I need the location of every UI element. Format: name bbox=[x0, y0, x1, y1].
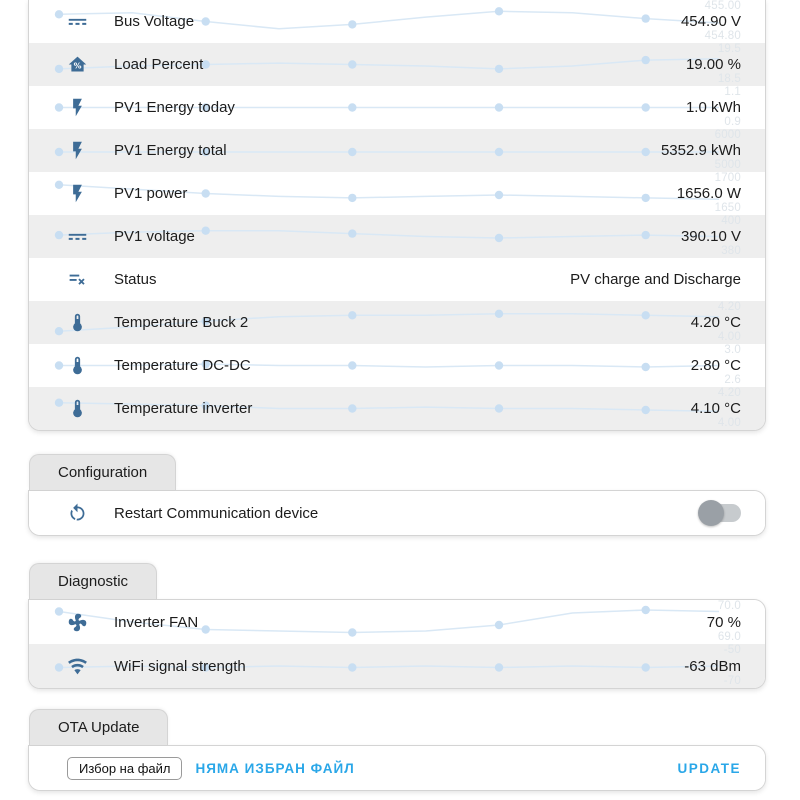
spark-min-label: 18.5 bbox=[717, 72, 741, 85]
diagnostic-rows bbox=[29, 600, 765, 688]
toggle-knob bbox=[698, 500, 724, 526]
configuration-tab-label: Configuration bbox=[58, 464, 148, 481]
ota-tab bbox=[29, 709, 168, 745]
sensor-label: PV1 voltage bbox=[114, 228, 195, 245]
diagnostic-section bbox=[28, 563, 766, 689]
sensor-value: 70 % bbox=[706, 613, 741, 631]
sensor-row bbox=[29, 301, 765, 344]
sensor-value: 1656.0 W bbox=[676, 185, 741, 202]
current-dc-icon bbox=[67, 226, 88, 247]
sensor-row bbox=[29, 600, 765, 644]
sensor-label: Inverter FAN bbox=[114, 613, 199, 631]
list-status-icon bbox=[67, 269, 88, 290]
sensor-value: 2.80 °C bbox=[690, 357, 741, 374]
sensor-card bbox=[28, 0, 766, 431]
sensor-row bbox=[29, 644, 765, 688]
sensor-value: -63 dBm bbox=[684, 657, 741, 675]
spark-max-label: 4.20 bbox=[717, 387, 741, 399]
sensor-label: PV1 Energy today bbox=[114, 99, 235, 116]
sensor-value: 4.10 °C bbox=[690, 400, 741, 417]
ota-tab-label: OTA Update bbox=[58, 719, 140, 736]
spark-min-label: 2.6 bbox=[724, 373, 741, 386]
file-choose-button[interactable]: Избор на файл bbox=[67, 757, 182, 780]
sensor-label: PV1 power bbox=[114, 185, 188, 202]
sensor-label: PV1 Energy total bbox=[114, 142, 227, 159]
spark-min-label: 380 bbox=[721, 244, 741, 257]
sensor-row bbox=[29, 215, 765, 258]
sensor-value: 5352.9 kWh bbox=[660, 142, 741, 159]
thermometer-icon bbox=[67, 312, 88, 333]
sensor-value: 4.20 °C bbox=[690, 314, 741, 331]
ota-card bbox=[28, 745, 766, 791]
spark-max-label: 1700 bbox=[714, 172, 741, 184]
spark-min-label: 454.80 bbox=[704, 29, 741, 42]
sensor-row bbox=[29, 172, 765, 215]
sensor-row bbox=[29, 129, 765, 172]
sensor-label: Temperature inverter bbox=[114, 400, 253, 417]
home-percent-icon bbox=[67, 54, 88, 75]
restart-icon bbox=[67, 503, 88, 524]
sensor-label: Restart Communication device bbox=[114, 504, 319, 522]
diagnostic-card bbox=[28, 599, 766, 689]
sensor-label: WiFi signal strength bbox=[114, 657, 246, 675]
wifi-icon bbox=[67, 656, 88, 677]
spark-max-label: 3.0 bbox=[724, 344, 741, 356]
file-status-text: НЯМА ИЗБРАН ФАЙЛ bbox=[195, 760, 355, 776]
spark-max-label: 19.5 bbox=[717, 43, 741, 55]
spark-min-label: 5000 bbox=[714, 158, 741, 171]
sensor-label: Bus Voltage bbox=[114, 13, 195, 30]
sensor-label: Temperature DC-DC bbox=[114, 357, 251, 374]
spark-min-label: 1650 bbox=[714, 201, 741, 214]
ota-section bbox=[28, 709, 766, 791]
sensor-value: PV charge and Discharge bbox=[570, 271, 741, 288]
sensor-value: 454.90 V bbox=[680, 13, 741, 30]
sensor-value: 19.00 % bbox=[685, 56, 741, 73]
sensor-row bbox=[29, 43, 765, 86]
flash-icon bbox=[67, 183, 88, 204]
diagnostic-tab bbox=[29, 563, 157, 599]
thermometer-icon bbox=[67, 355, 88, 376]
spark-min-label: 0.9 bbox=[724, 115, 741, 128]
fan-icon bbox=[67, 612, 88, 633]
update-button[interactable]: UPDATE bbox=[677, 760, 741, 776]
configuration-rows bbox=[29, 491, 765, 535]
spark-max-label: 400 bbox=[721, 215, 741, 227]
configuration-card bbox=[28, 490, 766, 536]
spark-min-label: 4.00 bbox=[717, 330, 741, 343]
sensor-row bbox=[29, 86, 765, 129]
spark-max-label: 6000 bbox=[714, 129, 741, 141]
sensor-row bbox=[29, 344, 765, 387]
sensor-row bbox=[29, 258, 765, 301]
spark-min-label: -70 bbox=[723, 674, 741, 687]
flash-icon bbox=[67, 97, 88, 118]
spark-max-label: 455.00 bbox=[704, 0, 741, 12]
current-dc-icon bbox=[67, 11, 88, 32]
svg-text:%: % bbox=[73, 61, 82, 71]
sensor-value: 1.0 kWh bbox=[685, 99, 741, 116]
spark-max-label: 1.1 bbox=[724, 86, 741, 98]
flash-icon bbox=[67, 140, 88, 161]
spark-max-label: 70.0 bbox=[717, 600, 741, 612]
ota-row bbox=[29, 746, 765, 790]
sensor-label: Status bbox=[114, 271, 157, 288]
thermometer-icon bbox=[67, 398, 88, 419]
sensor-row bbox=[29, 0, 765, 43]
spark-min-label: 4.00 bbox=[717, 416, 741, 429]
sensor-label: Temperature Buck 2 bbox=[114, 314, 249, 331]
restart-toggle[interactable] bbox=[701, 504, 741, 522]
sensor-rows bbox=[29, 0, 765, 430]
device-dashboard bbox=[28, 0, 766, 791]
spark-max-label: -50 bbox=[723, 644, 741, 656]
sensor-row bbox=[29, 491, 765, 535]
sensor-value: 390.10 V bbox=[680, 228, 741, 245]
sensor-row bbox=[29, 387, 765, 430]
spark-min-label: 69.0 bbox=[717, 630, 741, 643]
configuration-tab bbox=[29, 454, 176, 490]
configuration-section bbox=[28, 454, 766, 536]
diagnostic-tab-label: Diagnostic bbox=[58, 573, 129, 590]
sensor-label: Load Percent bbox=[114, 56, 204, 73]
spark-max-label: 4.20 bbox=[717, 301, 741, 313]
